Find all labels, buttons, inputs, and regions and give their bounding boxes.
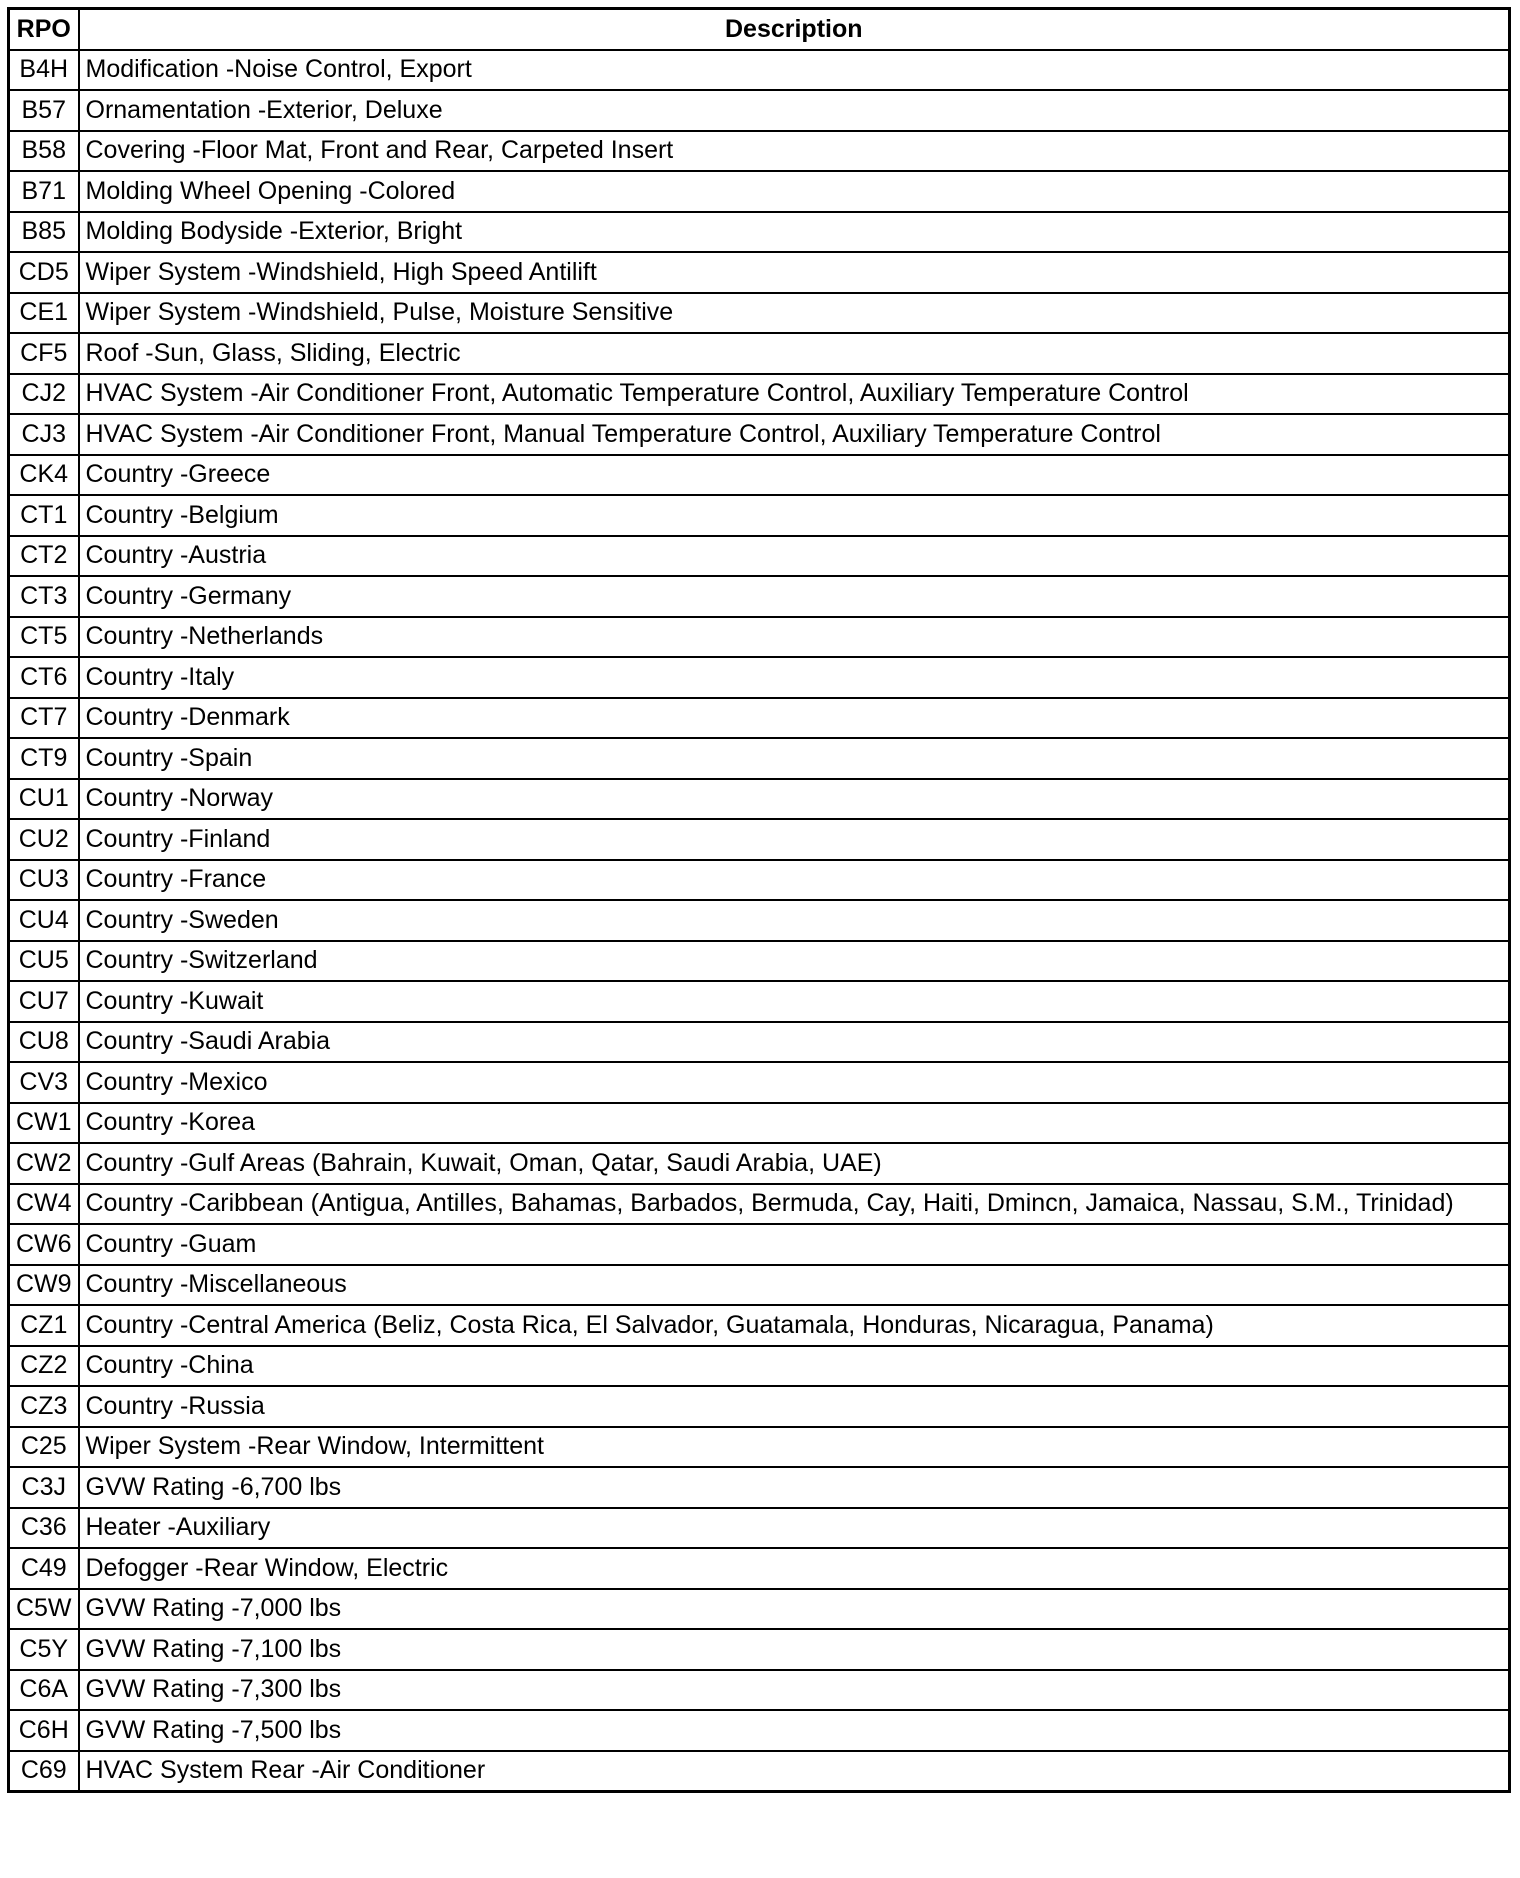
rpo-code: CE1	[9, 293, 79, 334]
table-row	[9, 617, 1510, 658]
rpo-description: Country -Guam	[79, 1224, 1510, 1265]
rpo-description: Country -Kuwait	[79, 981, 1510, 1022]
table-row	[9, 1346, 1510, 1387]
rpo-description: Wiper System -Windshield, High Speed Antilift	[79, 252, 1510, 293]
rpo-code: CW6	[9, 1224, 79, 1265]
rpo-description: Country -Norway	[79, 779, 1510, 820]
rpo-code: CW9	[9, 1265, 79, 1306]
rpo-description: Country -Mexico	[79, 1062, 1510, 1103]
rpo-description: Country -Finland	[79, 819, 1510, 860]
table-row	[9, 738, 1510, 779]
rpo-description: Heater -Auxiliary	[79, 1508, 1510, 1549]
rpo-description: Country -Central America (Beliz, Costa Rica, El Salvador, Guatamala, Honduras, Nicaragua, Panama)	[79, 1305, 1510, 1346]
rpo-code: CT3	[9, 576, 79, 617]
rpo-code: CU7	[9, 981, 79, 1022]
rpo-code: CT5	[9, 617, 79, 658]
table-row	[9, 698, 1510, 739]
rpo-description: GVW Rating -7,500 lbs	[79, 1710, 1510, 1751]
rpo-description: Country -Germany	[79, 576, 1510, 617]
rpo-description: GVW Rating -6,700 lbs	[79, 1467, 1510, 1508]
rpo-description: Defogger -Rear Window, Electric	[79, 1548, 1510, 1589]
table-row	[9, 657, 1510, 698]
rpo-code: CV3	[9, 1062, 79, 1103]
rpo-description: Covering -Floor Mat, Front and Rear, Carpeted Insert	[79, 131, 1510, 172]
table-row	[9, 1548, 1510, 1589]
rpo-code: B71	[9, 171, 79, 212]
rpo-description: Country -France	[79, 860, 1510, 901]
rpo-code: C5W	[9, 1589, 79, 1630]
rpo-code: CJ2	[9, 374, 79, 415]
rpo-description: Molding Bodyside -Exterior, Bright	[79, 212, 1510, 253]
rpo-description: HVAC System Rear -Air Conditioner	[79, 1751, 1510, 1792]
rpo-code: CU2	[9, 819, 79, 860]
rpo-description: Modification -Noise Control, Export	[79, 50, 1510, 91]
table-row	[9, 171, 1510, 212]
rpo-description: Molding Wheel Opening -Colored	[79, 171, 1510, 212]
header-rpo: RPO	[9, 9, 79, 50]
table-row	[9, 1022, 1510, 1063]
rpo-code: B58	[9, 131, 79, 172]
rpo-description: GVW Rating -7,000 lbs	[79, 1589, 1510, 1630]
rpo-code: CT6	[9, 657, 79, 698]
rpo-description: Country -Switzerland	[79, 941, 1510, 982]
rpo-description: HVAC System -Air Conditioner Front, Automatic Temperature Control, Auxiliary Temperature Control	[79, 374, 1510, 415]
rpo-code: CW4	[9, 1184, 79, 1225]
rpo-description: Country -Miscellaneous	[79, 1265, 1510, 1306]
rpo-code: B4H	[9, 50, 79, 91]
rpo-code: CU8	[9, 1022, 79, 1063]
table-row	[9, 50, 1510, 91]
rpo-code: CZ2	[9, 1346, 79, 1387]
rpo-description: Country -Greece	[79, 455, 1510, 496]
rpo-description: Country -Korea	[79, 1103, 1510, 1144]
rpo-code: CZ1	[9, 1305, 79, 1346]
header-row	[9, 9, 1510, 50]
rpo-description: HVAC System -Air Conditioner Front, Manual Temperature Control, Auxiliary Temperature Control	[79, 414, 1510, 455]
rpo-code: C25	[9, 1427, 79, 1468]
table-row	[9, 1224, 1510, 1265]
table-row	[9, 1751, 1510, 1792]
rpo-code: B85	[9, 212, 79, 253]
table-row	[9, 860, 1510, 901]
table-row	[9, 1062, 1510, 1103]
table-row	[9, 900, 1510, 941]
table-row	[9, 1670, 1510, 1711]
table-row	[9, 1427, 1510, 1468]
rpo-code: CU3	[9, 860, 79, 901]
rpo-description: GVW Rating -7,300 lbs	[79, 1670, 1510, 1711]
table-row	[9, 90, 1510, 131]
table-row	[9, 1508, 1510, 1549]
rpo-description: Country -China	[79, 1346, 1510, 1387]
rpo-code: CK4	[9, 455, 79, 496]
rpo-code: CT1	[9, 495, 79, 536]
rpo-code: C36	[9, 1508, 79, 1549]
table-row	[9, 252, 1510, 293]
table-row	[9, 576, 1510, 617]
table-row	[9, 1386, 1510, 1427]
table-row	[9, 819, 1510, 860]
rpo-description: Country -Saudi Arabia	[79, 1022, 1510, 1063]
table-row	[9, 212, 1510, 253]
table-row	[9, 333, 1510, 374]
rpo-code: C6H	[9, 1710, 79, 1751]
table-header	[9, 9, 1510, 50]
table-row	[9, 1143, 1510, 1184]
rpo-description: Ornamentation -Exterior, Deluxe	[79, 90, 1510, 131]
rpo-description: Country -Netherlands	[79, 617, 1510, 658]
rpo-code: C69	[9, 1751, 79, 1792]
table-row	[9, 374, 1510, 415]
rpo-description: Country -Belgium	[79, 495, 1510, 536]
rpo-code: CU4	[9, 900, 79, 941]
rpo-description: Wiper System -Rear Window, Intermittent	[79, 1427, 1510, 1468]
table-row	[9, 779, 1510, 820]
rpo-code: CT9	[9, 738, 79, 779]
table-row	[9, 455, 1510, 496]
rpo-description: Country -Spain	[79, 738, 1510, 779]
rpo-description: Wiper System -Windshield, Pulse, Moisture Sensitive	[79, 293, 1510, 334]
rpo-description: Roof -Sun, Glass, Sliding, Electric	[79, 333, 1510, 374]
rpo-code: CU5	[9, 941, 79, 982]
rpo-description: Country -Gulf Areas (Bahrain, Kuwait, Oman, Qatar, Saudi Arabia, UAE)	[79, 1143, 1510, 1184]
rpo-code: CW2	[9, 1143, 79, 1184]
rpo-code: CT2	[9, 536, 79, 577]
table-row	[9, 1305, 1510, 1346]
table-row	[9, 1589, 1510, 1630]
table-row	[9, 941, 1510, 982]
rpo-code: C5Y	[9, 1629, 79, 1670]
rpo-description: Country -Sweden	[79, 900, 1510, 941]
table-row	[9, 536, 1510, 577]
table-row	[9, 1184, 1510, 1225]
table-row	[9, 1103, 1510, 1144]
table-row	[9, 1629, 1510, 1670]
rpo-code: CT7	[9, 698, 79, 739]
table-row	[9, 981, 1510, 1022]
rpo-table	[7, 7, 1511, 1793]
rpo-code: CJ3	[9, 414, 79, 455]
table-row	[9, 495, 1510, 536]
rpo-code: CW1	[9, 1103, 79, 1144]
table-row	[9, 414, 1510, 455]
rpo-description: Country -Denmark	[79, 698, 1510, 739]
rpo-code: C3J	[9, 1467, 79, 1508]
rpo-code: CD5	[9, 252, 79, 293]
header-description: Description	[79, 9, 1510, 50]
rpo-description: Country -Italy	[79, 657, 1510, 698]
rpo-code: CF5	[9, 333, 79, 374]
table-row	[9, 1467, 1510, 1508]
rpo-description: Country -Caribbean (Antigua, Antilles, Bahamas, Barbados, Bermuda, Cay, Haiti, Dmincn, Jamaica, Nassau, S.M., Trinidad)	[79, 1184, 1510, 1225]
table-body	[9, 50, 1510, 1792]
table-row	[9, 1710, 1510, 1751]
table-row	[9, 1265, 1510, 1306]
table-row	[9, 293, 1510, 334]
rpo-code: B57	[9, 90, 79, 131]
rpo-code: C49	[9, 1548, 79, 1589]
rpo-description: GVW Rating -7,100 lbs	[79, 1629, 1510, 1670]
rpo-code: CU1	[9, 779, 79, 820]
rpo-code: CZ3	[9, 1386, 79, 1427]
rpo-description: Country -Austria	[79, 536, 1510, 577]
rpo-description: Country -Russia	[79, 1386, 1510, 1427]
table-row	[9, 131, 1510, 172]
rpo-code: C6A	[9, 1670, 79, 1711]
